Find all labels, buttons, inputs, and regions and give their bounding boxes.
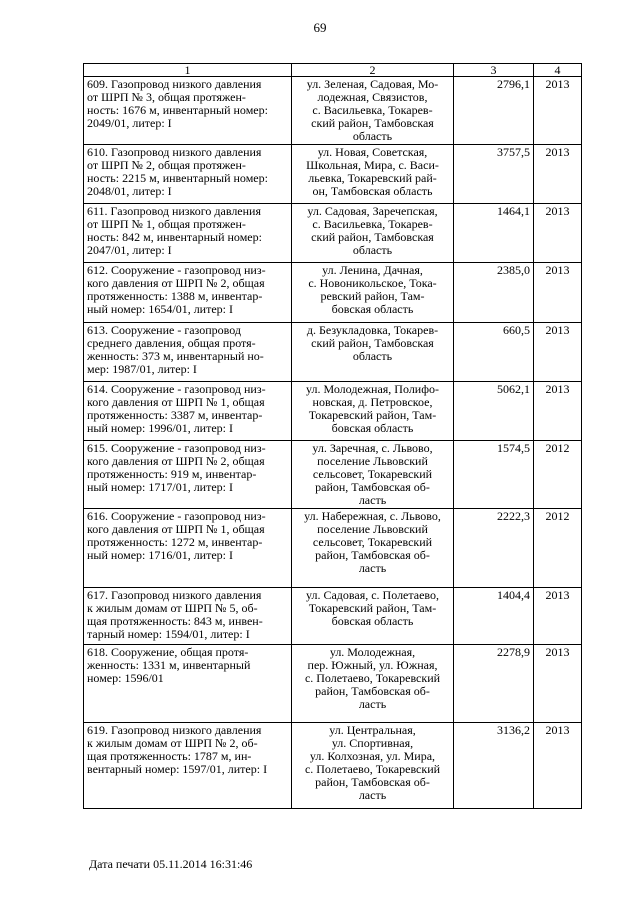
object-year: 2013: [534, 77, 582, 145]
object-description: [84, 323, 292, 382]
object-year: 2013: [534, 382, 582, 441]
object-address-line: Токаревский район, Там-: [308, 601, 437, 615]
object-address-line: поселение Львовский: [317, 454, 428, 468]
object-value: 660,5: [454, 323, 534, 382]
object-address-line: ул. Молодежная,: [329, 645, 416, 659]
object-year: 2013: [534, 645, 582, 723]
object-description-line: протяженность: 919 м, инвентар-: [87, 467, 257, 481]
object-address-line: ский район, Тамбовская: [311, 230, 434, 244]
object-address-line: ул. Молодежная, Полифо-: [306, 382, 439, 396]
object-description: [84, 645, 292, 723]
object-description-line: протяженность: 3387 м, инвентар-: [87, 408, 263, 422]
object-description-line: 614. Сооружение - газопровод низ-: [87, 382, 266, 396]
object-address-line: новская, д. Петровское,: [312, 395, 433, 409]
object-description-line: ный номер: 1996/01, литер: I: [87, 421, 233, 435]
object-description: [84, 441, 292, 509]
object-description-line: 617. Газопровод низкого давления: [87, 588, 262, 602]
object-address-line: ский район, Тамбовская: [311, 336, 434, 350]
object-description-line: от ШРП № 1, общая протяжен-: [87, 217, 246, 231]
object-address-line: ул. Садовая, с. Полетаево,: [305, 588, 440, 602]
object-address-line: район, Тамбовская об-: [315, 480, 430, 494]
object-address-line: ул. Ленина, Дачная,: [322, 263, 423, 277]
object-description-line: вентарный номер: 1597/01, литер: I: [87, 762, 268, 776]
object-value: 2222,3: [454, 509, 534, 588]
table-row: [84, 204, 582, 263]
table-row: [84, 323, 582, 382]
object-description-line: ный номер: 1716/01, литер: I: [87, 548, 233, 562]
object-year: 2012: [534, 509, 582, 588]
object-description-line: к жилым домам от ШРП № 2, об-: [87, 736, 258, 750]
object-address-line: сельсовет, Токаревский: [312, 535, 433, 549]
object-description-line: кого давления от ШРП № 1, общая: [87, 395, 265, 409]
object-address: [292, 382, 454, 441]
object-description-line: 2048/01, литер: I: [87, 184, 172, 198]
object-description-line: кого давления от ШРП № 1, общая: [87, 522, 265, 536]
object-address-line: ул. Заречная, с. Львово,: [312, 441, 433, 455]
object-description-line: щая протяженность: 1787 м, ин-: [87, 749, 252, 763]
object-description-line: ность: 842 м, инвентарный номер:: [87, 230, 262, 244]
object-address-line: ул. Садовая, Заречепская,: [307, 204, 438, 218]
object-year: 2013: [534, 588, 582, 645]
object-address-line: область: [352, 243, 393, 257]
object-address-line: ласть: [358, 788, 387, 802]
object-description-line: к жилым домам от ШРП № 5, об-: [87, 601, 258, 615]
object-address: [292, 204, 454, 263]
object-description-line: 609. Газопровод низкого давления: [87, 77, 262, 91]
object-description-line: 2047/01, литер: I: [87, 243, 172, 257]
object-value: 1574,5: [454, 441, 534, 509]
object-description-line: протяженность: 1388 м, инвентар-: [87, 289, 263, 303]
object-address-line: ул. Спортивная,: [331, 736, 414, 750]
object-description-line: протяженность: 1272 м, инвентар-: [87, 535, 263, 549]
object-description-line: ный номер: 1654/01, литер: I: [87, 302, 233, 316]
object-address-line: ул. Зеленая, Садовая, Мо-: [306, 77, 439, 91]
object-address-line: лодежная, Связистов,: [317, 90, 428, 104]
object-description-line: мер: 1987/01, литер: I: [87, 362, 197, 376]
object-address: [292, 588, 454, 645]
column-header-3: 3: [454, 64, 534, 77]
object-description-line: щая протяженность: 843 м, инвен-: [87, 614, 263, 628]
object-description-line: ность: 2215 м, инвентарный номер:: [87, 171, 268, 185]
page-number: 69: [313, 20, 327, 35]
column-header-1: 1: [84, 64, 292, 77]
object-description-line: среднего давления, общая протя-: [87, 336, 256, 350]
object-address-line: район, Тамбовская об-: [315, 684, 430, 698]
object-description-line: 611. Газопровод низкого давления: [87, 204, 261, 218]
table-row: [84, 382, 582, 441]
object-address-line: д. Безукладовка, Токарев-: [306, 323, 439, 337]
object-address-line: бовская область: [331, 421, 414, 435]
object-address-line: район, Тамбовская об-: [315, 775, 430, 789]
object-value: 3757,5: [454, 145, 534, 204]
object-address: [292, 441, 454, 509]
object-description-line: 613. Сооружение - газопровод: [87, 323, 241, 337]
object-description-line: 612. Сооружение - газопровод низ-: [87, 263, 266, 277]
object-year: 2013: [534, 204, 582, 263]
object-address-line: ский район, Тамбовская: [311, 116, 434, 130]
object-description-line: женность: 373 м, инвентарный но-: [87, 349, 264, 363]
object-address: [292, 723, 454, 809]
object-address: [292, 323, 454, 382]
object-address-line: ул. Центральная,: [329, 723, 416, 737]
object-address: [292, 645, 454, 723]
object-value: 5062,1: [454, 382, 534, 441]
object-address-line: ул. Набережная, с. Львово,: [304, 509, 441, 523]
object-address: [292, 509, 454, 588]
object-address-line: ласть: [358, 697, 387, 711]
object-address-line: с. Васильевка, Токарев-: [312, 217, 433, 231]
object-description: [84, 509, 292, 588]
object-year: 2013: [534, 145, 582, 204]
object-description: [84, 145, 292, 204]
object-address-line: область: [352, 129, 393, 143]
object-description-line: от ШРП № 2, общая протяжен-: [87, 158, 246, 172]
object-description: [84, 77, 292, 145]
object-address-line: ул. Новая, Советская,: [317, 145, 428, 159]
table-row: [84, 588, 582, 645]
object-address-line: область: [352, 349, 393, 363]
object-description-line: женность: 1331 м, инвентарный: [87, 658, 251, 672]
property-table: [83, 63, 582, 809]
object-address: [292, 145, 454, 204]
object-value: 3136,2: [454, 723, 534, 809]
object-address-line: с. Васильевка, Токарев-: [312, 103, 433, 117]
object-address-line: ревский район, Там-: [320, 289, 425, 303]
object-address-line: бовская область: [331, 302, 414, 316]
object-description-line: ный номер: 1717/01, литер: I: [87, 480, 233, 494]
object-year: 2012: [534, 441, 582, 509]
table-row: [84, 263, 582, 323]
object-address-line: льевка, Токаревский рай-: [308, 171, 437, 185]
object-description-line: 616. Сооружение - газопровод низ-: [87, 509, 266, 523]
object-address-line: бовская область: [331, 614, 414, 628]
object-description-line: 618. Сооружение, общая протя-: [87, 645, 249, 659]
object-address-line: Токаревский район, Там-: [308, 408, 437, 422]
print-date: Дата печати 05.11.2014 16:31:46: [89, 857, 253, 871]
object-address-line: ласть: [358, 493, 387, 507]
object-address-line: поселение Львовский: [317, 522, 428, 536]
object-description-line: ность: 1676 м, инвентарный номер:: [87, 103, 268, 117]
table-row: [84, 723, 582, 809]
object-year: 2013: [534, 323, 582, 382]
object-description-line: от ШРП № 3, общая протяжен-: [87, 90, 246, 104]
object-value: 1404,4: [454, 588, 534, 645]
object-description: [84, 204, 292, 263]
object-description: [84, 723, 292, 809]
table-row: [84, 441, 582, 509]
object-year: 2013: [534, 723, 582, 809]
table-row: [84, 145, 582, 204]
object-description-line: 610. Газопровод низкого давления: [87, 145, 262, 159]
table-header-row: [84, 64, 582, 77]
object-address-line: сельсовет, Токаревский: [312, 467, 433, 481]
object-description-line: тарный номер: 1594/01, литер: I: [87, 627, 250, 641]
object-address-line: с. Полетаево, Токаревский: [304, 671, 441, 685]
object-description: [84, 382, 292, 441]
object-address-line: пер. Южный, ул. Южная,: [307, 658, 438, 672]
object-description-line: кого давления от ШРП № 2, общая: [87, 276, 265, 290]
object-address-line: район, Тамбовская об-: [315, 548, 430, 562]
object-address-line: он, Тамбовская область: [312, 184, 433, 198]
object-description-line: 619. Газопровод низкого давления: [87, 723, 262, 737]
object-address: [292, 263, 454, 323]
object-address: [292, 77, 454, 145]
object-value: 2385,0: [454, 263, 534, 323]
object-description-line: номер: 1596/01: [87, 671, 164, 685]
object-address-line: ул. Колхозная, ул. Мира,: [309, 749, 436, 763]
object-description-line: 615. Сооружение - газопровод низ-: [87, 441, 266, 455]
object-year: 2013: [534, 263, 582, 323]
table-body: [84, 77, 582, 809]
column-header-2: 2: [292, 64, 454, 77]
object-value: 1464,1: [454, 204, 534, 263]
object-value: 2796,1: [454, 77, 534, 145]
table-row: [84, 645, 582, 723]
object-description-line: 2049/01, литер: I: [87, 116, 172, 130]
object-address-line: с. Полетаево, Токаревский: [304, 762, 441, 776]
object-description: [84, 263, 292, 323]
object-address-line: с. Новоникольское, Тока-: [308, 276, 437, 290]
table-row: [84, 77, 582, 145]
object-address-line: Школьная, Мира, с. Васи-: [306, 158, 439, 172]
object-address-line: ласть: [358, 561, 387, 575]
table-row: [84, 509, 582, 588]
object-description-line: кого давления от ШРП № 2, общая: [87, 454, 265, 468]
object-description: [84, 588, 292, 645]
column-header-4: 4: [534, 64, 582, 77]
object-value: 2278,9: [454, 645, 534, 723]
